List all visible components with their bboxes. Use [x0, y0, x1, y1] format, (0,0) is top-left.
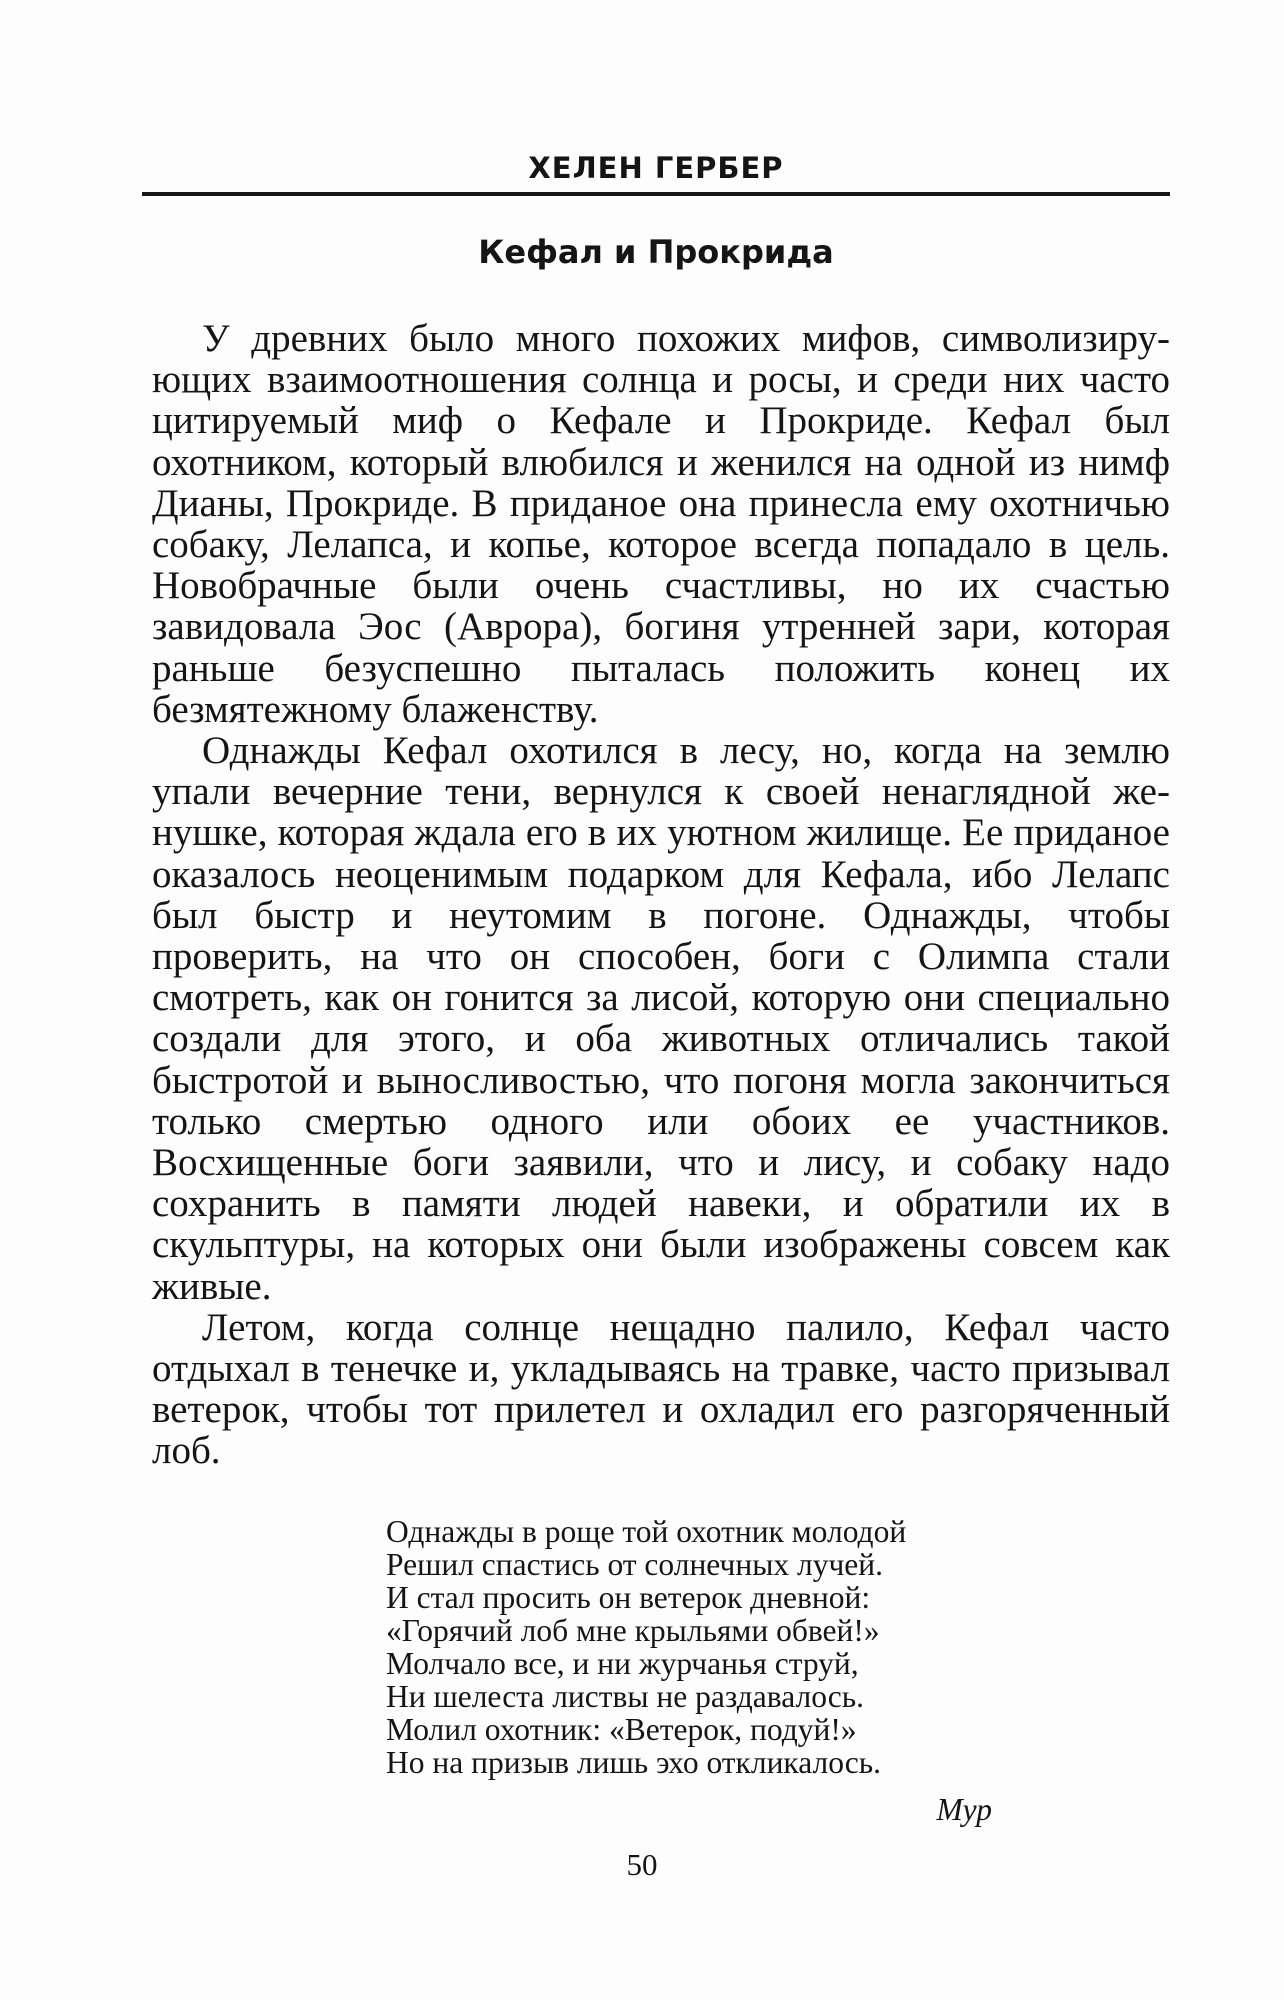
poem-line: Молил охотник: «Ветерок, подуй!»: [386, 1712, 857, 1747]
poem-line: «Горячий лоб мне крыльями обвей!»: [386, 1613, 880, 1648]
poem: [386, 1515, 1106, 1779]
poem-line: Но на призыв лишь эхо откликалось.: [386, 1745, 881, 1780]
header-rule: [142, 192, 1170, 196]
poem-line: Ни шелеста листвы не раздавалось.: [386, 1679, 864, 1714]
body-text: [152, 318, 1170, 1472]
paragraph-1: У древних было много похожих мифов, символизирующих взаимоотношения солнца и росы, и среди них часто цитируемый миф о Кефале и Прокриде. Кефал был охотником, который влюбился и женился на одной из нимф Дианы, Прокриде. В приданое она принесла ему охотничью собаку, Лелапса, и копье, которое всегда попадало в цель. Новобрачные были очень счастливы, но их счастью завидовала Эос (Аврора), богиня утренней зари, которая раньше безуспешно пыталась положить конец их безмятежному блаженству.: [152, 317, 1170, 731]
paragraph-2: Однажды Кефал охотился в лесу, но, когда на землю упали вечерние тени, вернулся к своей ненаглядной женушке, которая ждала его в их уютном жилище. Ее приданое оказалось неоценимым подарком для Кефала, ибо Лелапс был быстр и неутомим в погоне. Однажды, чтобы проверить, на что он способен, боги с Олимпа стали смотреть, как он гонится за лисой, которую они специально создали для этого, и оба животных отличались такой быстротой и выносливостью, что погоня могла закончиться только смертью одного или обоих ее участников. Восхищенные боги заявили, что и лису, и собаку надо сохранить в памяти людей навеки, и обратили их в скульптуры, на которых они были изображены совсем как живые.: [152, 729, 1170, 1308]
poem-line: Решил спастись от солнечных лучей.: [386, 1547, 884, 1582]
poem-line: Молчало все, и ни журчанья струй,: [386, 1646, 859, 1681]
poem-line: И стал просить он ветерок дневной:: [386, 1580, 871, 1615]
page-number: 50: [626, 1847, 658, 1882]
running-head: ХЕЛЕН ГЕРБЕР: [528, 151, 784, 185]
chapter-title: Кефал и Прокрида: [478, 233, 834, 271]
poem-attribution: Мур: [936, 1792, 992, 1827]
poem-line: Однажды в роще той охотник молодой: [386, 1514, 907, 1549]
paragraph-3: Летом, когда солнце нещадно палило, Кефал часто отдыхал в тенечке и, укладываясь на травке, часто призывал ветерок, чтобы тот прилетел и охладил его разгоряченный лоб.: [152, 1305, 1170, 1473]
